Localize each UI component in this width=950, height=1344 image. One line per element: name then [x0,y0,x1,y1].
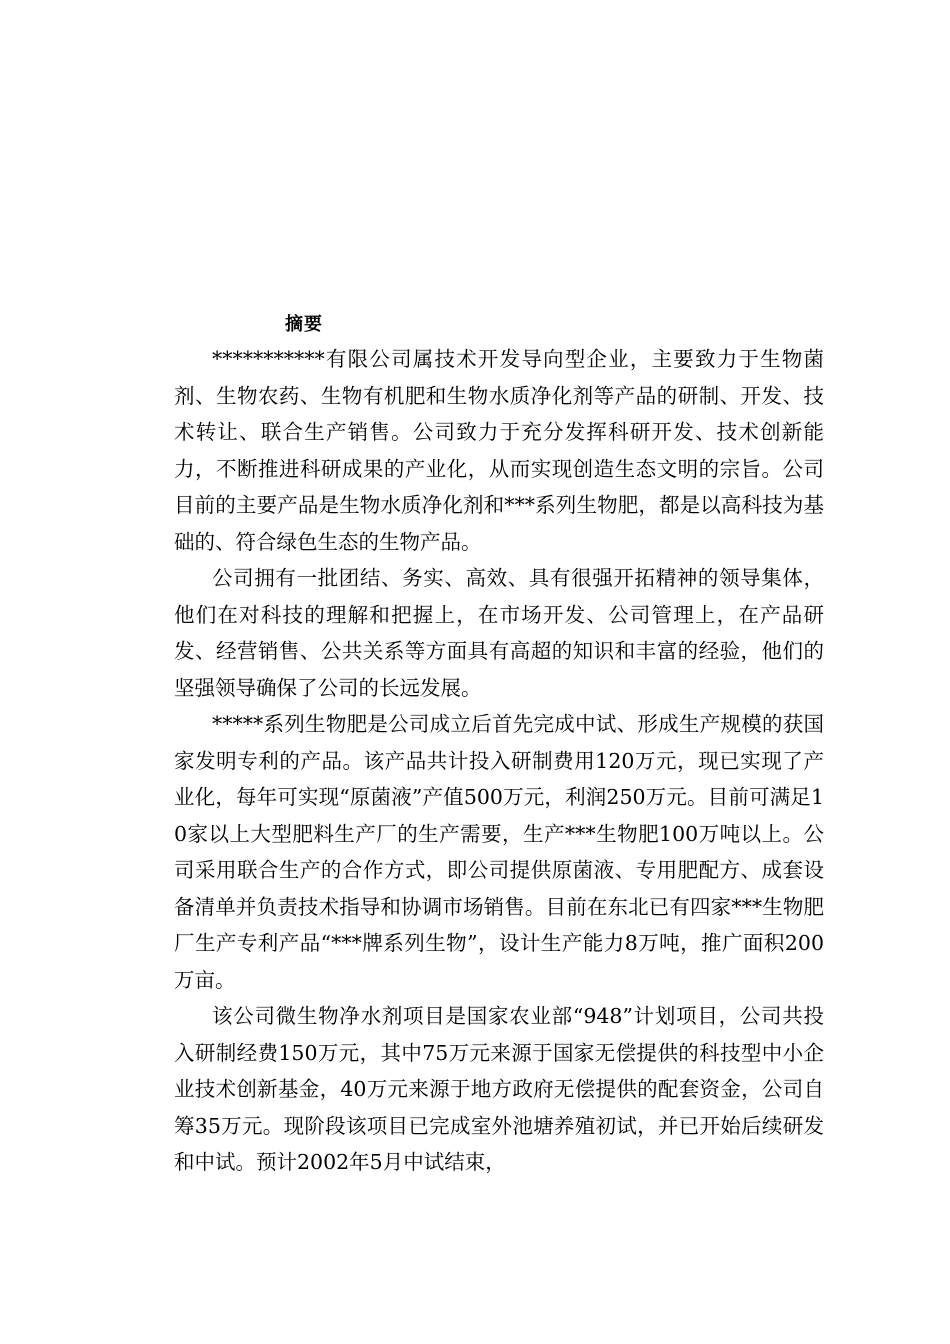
paragraph-fertilizer-product: *****系列生物肥是公司成立后首先完成中试、形成生产规模的获国家发明专利的产品。该产品共计投入研制费用120万元，现已实现了产业化，每年可实现“原菌液”产值500万元，利润250万元。目前可满足10家以上大型肥料生产厂的生产需要，生产***生物肥100万吨以上。公司采用联合生产的合作方式，即公司提供原菌液、专用肥配方、成套设备清单并负责技术指导和协调市场销售。目前在东北已有四家***生物肥厂生产专利产品“***牌系列生物”，设计生产能力8万吨，推广面积200万亩。 [174,712,824,992]
paragraph-leadership: 公司拥有一批团结、务实、高效、具有很强开拓精神的领导集体，他们在对科技的理解和把握上，在市场开发、公司管理上，在产品研发、经营销售、公共关系等方面具有高超的知识和丰富的经验，他们的坚强领导确保了公司的长远发展。 [174,566,824,700]
abstract-heading: 摘要 [285,314,323,335]
abstract-body [174,341,824,1181]
paragraph-water-purifier-project: 该公司微生物净水剂项目是国家农业部“948”计划项目，公司共投入研制经费150万元，其中75万元来源于国家无偿提供的科技型中小企业技术创新基金，40万元来源于地方政府无偿提供的配套资金，公司自筹35万元。现阶段该项目已完成室外池塘养殖初试，并已开始后续研发和中试。预计2002年5月中试结束， [174,1004,824,1174]
paragraph-company-intro: ***********有限公司属技术开发导向型企业，主要致力于生物菌剂、生物农药、生物有机肥和生物水质净化剂等产品的研制、开发、技术转让、联合生产销售。公司致力于充分发挥科研开发、技术创新能力，不断推进科研成果的产业化，从而实现创造生态文明的宗旨。公司目前的主要产品是生物水质净化剂和***系列生物肥，都是以高科技为基础的、符合绿色生态的生物产品。 [174,347,824,554]
